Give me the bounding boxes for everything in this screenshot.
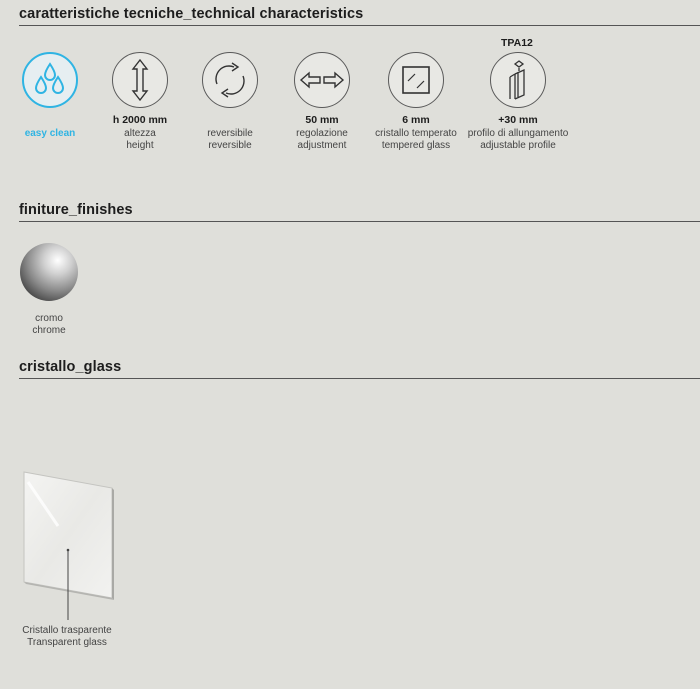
feature-label-en: adjustable profile: [480, 140, 556, 151]
finish-label-it: cromo: [35, 313, 63, 324]
feature-tempered-glass: [361, 52, 471, 152]
feature-label-it: cristallo temperato: [375, 128, 457, 139]
feature-label-en: height: [126, 140, 154, 151]
section-divider: [19, 221, 700, 222]
tpa12-label: TPA12: [501, 37, 533, 49]
section-title-technical: caratteristiche tecniche_technical characteristics: [19, 6, 364, 22]
feature-label-en: tempered glass: [381, 140, 451, 151]
feature-value: h 2000 mm: [112, 114, 168, 126]
chrome-swatch: [20, 243, 78, 301]
feature-label-it: reversibile: [207, 128, 253, 139]
finish-label-en: chrome: [32, 325, 66, 336]
section-title-finishes: finiture_finishes: [19, 202, 133, 218]
feature-label-en: adjustment: [297, 140, 347, 151]
section-divider: [19, 25, 700, 26]
feature-value: 6 mm: [402, 114, 430, 126]
rotate-arrows-icon: [202, 52, 258, 108]
section-title-glass: cristallo_glass: [19, 359, 122, 375]
glass-sample: [18, 468, 128, 598]
finish-chrome: [20, 243, 78, 337]
feature-label-it: altezza: [124, 128, 156, 139]
feature-adjustable-profile: [463, 52, 573, 152]
section-divider: [19, 378, 700, 379]
feature-value: +30 mm: [498, 114, 538, 126]
horizontal-arrows-icon: [294, 52, 350, 108]
feature-value: 50 mm: [305, 114, 339, 126]
extension-profile-icon: [490, 52, 546, 108]
glass-pane-icon: [388, 52, 444, 108]
glass-label: [14, 625, 120, 649]
feature-label-it: regolazione: [296, 128, 348, 139]
glass-label-en: Transparent glass: [27, 637, 107, 648]
feature-label: easy clean: [24, 128, 76, 139]
glass-label-it: Cristallo trasparente: [22, 625, 112, 636]
feature-label-en: reversible: [208, 140, 252, 151]
vertical-arrow-icon: [112, 52, 168, 108]
water-drops-icon: [22, 52, 78, 108]
feature-label-it: profilo di allungamento: [467, 128, 569, 139]
